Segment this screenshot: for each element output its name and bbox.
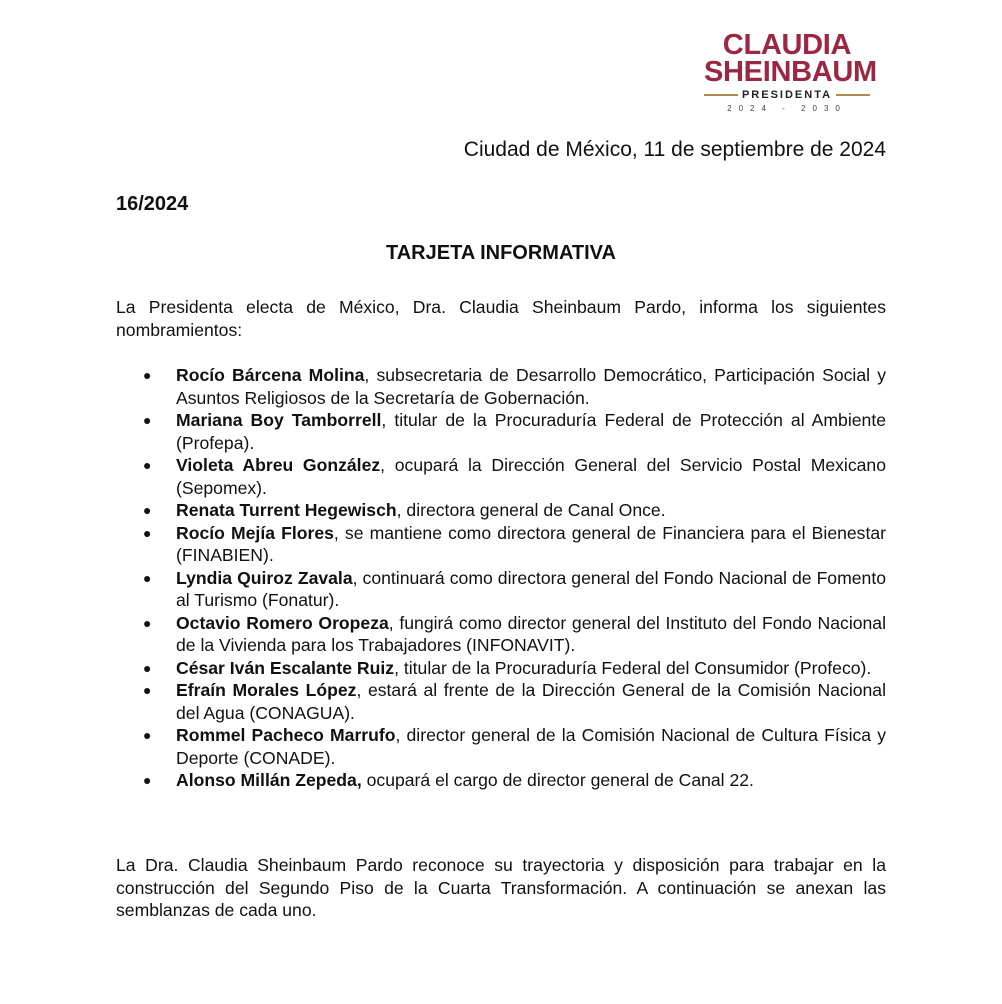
closing-paragraph: La Dra. Claudia Sheinbaum Pardo reconoce su trayectoria y disposición para trabajar en la construcción del Segundo Piso de la Cuarta Transformación. A continuación se anexan las semblanzas de cada uno. [116, 855, 886, 920]
logo-years: 2024 - 2030 [727, 104, 847, 113]
logo-last-name: SHEINBAUM [704, 56, 877, 88]
logo-first-name: CLAUDIA [722, 29, 852, 61]
logo-rule-right [836, 94, 870, 96]
appointment-description: , ocupará la Dirección General del Servicio Postal Mexicano (Sepomex). [176, 455, 886, 498]
document-number: 16/2024 [116, 193, 189, 215]
bullet-icon: ● [143, 569, 152, 586]
appointments-list [116, 364, 886, 792]
appointee-name: Octavio Romero Oropeza [176, 612, 389, 633]
appointee-name: Renata Turrent Hegewisch [176, 500, 397, 520]
appointee-name: Lyndia Quiroz Zavala [176, 567, 353, 588]
appointee-name: Efraín Morales López [176, 680, 357, 700]
appointee-name: Violeta Abreu González [176, 455, 381, 475]
appointee-name: Rocío Mejía Flores [176, 522, 334, 543]
appointee-name: César Iván Escalante Ruiz [176, 657, 395, 678]
appointment-item [116, 769, 886, 792]
appointment-description: , se mantiene como directora general de Financiera para el Bienestar (FINABIEN). [176, 522, 886, 565]
appointment-item [116, 612, 886, 657]
appointment-description: , estará al frente de la Dirección General de la Comisión Nacional del Agua (CONAGUA). [176, 680, 887, 723]
dateline: Ciudad de México, 11 de septiembre de 2024 [463, 138, 886, 161]
appointment-item [116, 409, 886, 454]
bullet-icon: ● [143, 772, 152, 788]
appointment-description: , fungirá como director general del Instituto del Fondo Nacional de la Vivienda para los Trabajadores (INFONAVIT). [176, 612, 886, 655]
appointment-description: ocupará el cargo de director general de Canal 22. [361, 770, 754, 790]
appointment-description: , subsecretaria de Desarrollo Democrático, Participación Social y Asuntos Religiosos de la Secretaría de Gobernación. [176, 365, 886, 408]
bullet-icon: ● [143, 727, 152, 743]
bullet-icon: ● [143, 457, 152, 473]
appointment-item [116, 567, 886, 612]
appointee-name: Mariana Boy Tamborrell [176, 410, 382, 430]
bullet-icon: ● [143, 367, 152, 383]
appointee-name: Rommel Pacheco Marrufo [176, 725, 396, 745]
appointment-item [116, 724, 886, 769]
appointment-item [116, 679, 886, 724]
logo-rule-left [704, 94, 738, 96]
appointment-description: , continuará como directora general del Fondo Nacional de Fomento al Turismo (Fonatur). [176, 567, 886, 610]
logo-role: PRESIDENTA [741, 89, 833, 101]
appointment-item [116, 657, 886, 680]
bullet-icon: ● [143, 614, 152, 631]
appointment-description: , titular de la Procuraduría Federal del Consumidor (Profeco). [394, 657, 872, 678]
bullet-icon: ● [143, 682, 152, 698]
appointment-item [116, 364, 886, 409]
appointee-name: Alonso Millán Zepeda, [176, 770, 362, 790]
bullet-icon: ● [143, 502, 152, 518]
bullet-icon: ● [143, 659, 152, 676]
appointee-name: Rocío Bárcena Molina [176, 365, 365, 385]
campaign-logo [704, 29, 877, 113]
document-title: TARJETA INFORMATIVA [386, 242, 616, 264]
logo-role-band [704, 89, 870, 101]
intro-paragraph: La Presidenta electa de México, Dra. Claudia Sheinbaum Pardo, informa los siguientes nombramientos: [116, 297, 886, 340]
appointment-item [116, 522, 886, 567]
appointment-description: , directora general de Canal Once. [396, 500, 666, 520]
appointment-description: , titular de la Procuraduría Federal de Protección al Ambiente (Profepa). [176, 410, 886, 453]
bullet-icon: ● [143, 524, 152, 541]
appointment-description: , director general de la Comisión Nacional de Cultura Física y Deporte (CONADE). [176, 725, 887, 768]
appointment-item [116, 454, 886, 499]
bullet-icon: ● [143, 412, 152, 428]
appointment-item [116, 499, 886, 522]
